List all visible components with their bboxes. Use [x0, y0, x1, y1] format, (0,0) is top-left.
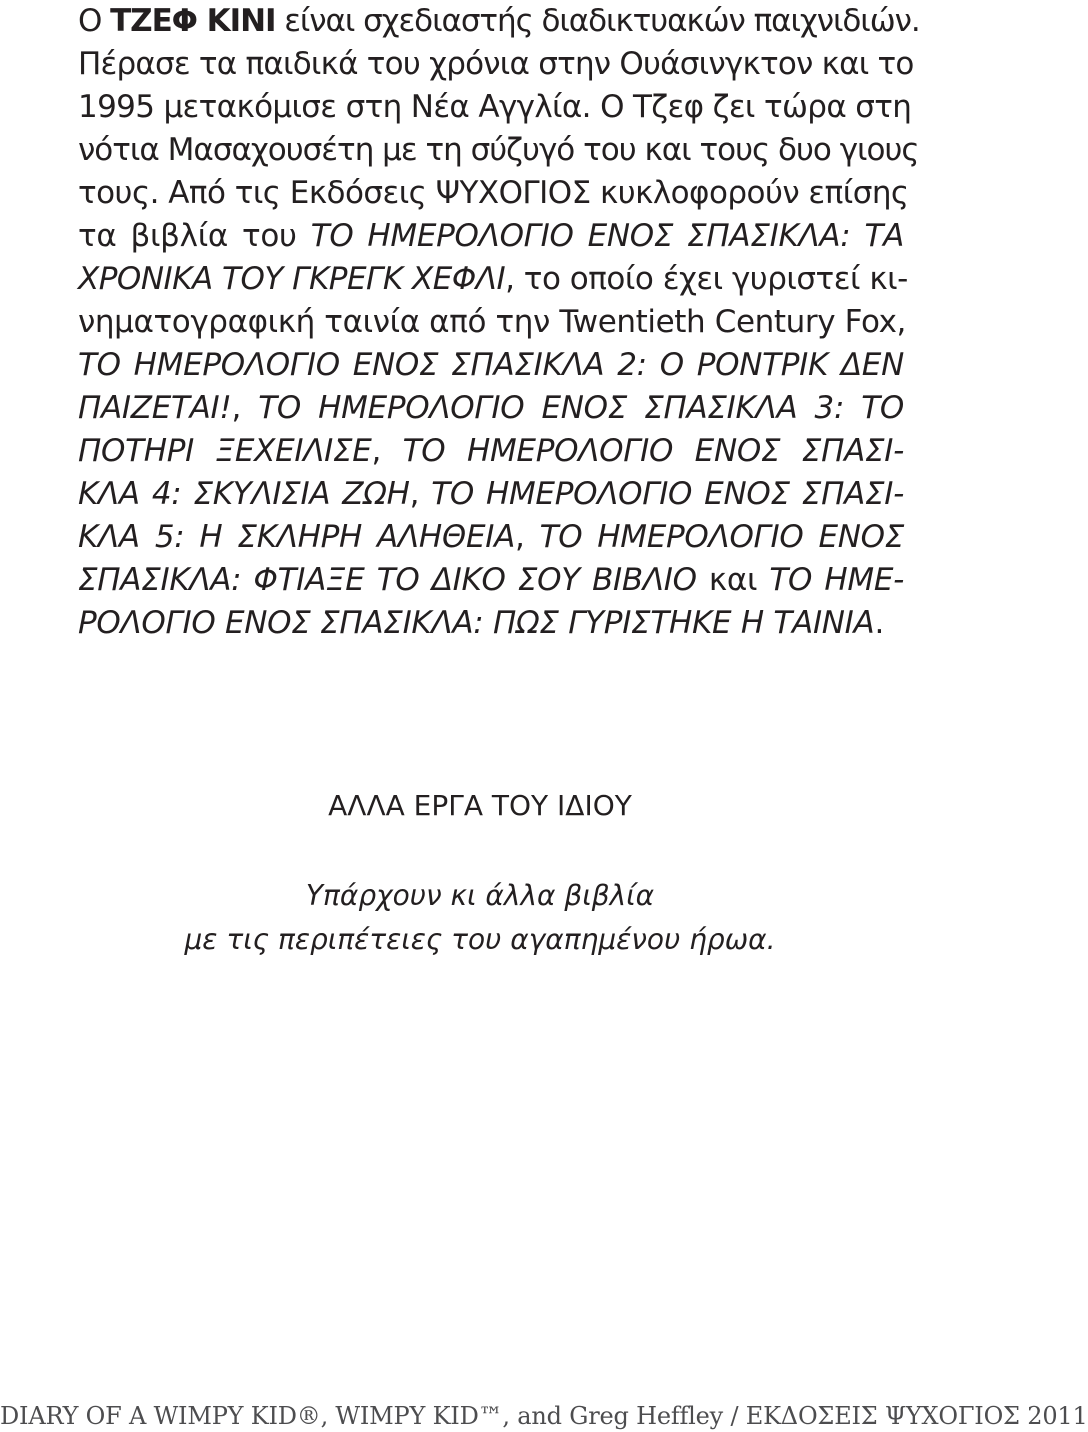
bio-text: τα βιβλία του: [78, 218, 311, 254]
book-title: ΤΟ ΗΜΕΡΟΛΟΓΙΟ ΕΝΟΣ ΣΠΑΣΙ-: [431, 476, 904, 512]
book-title: ΤΟ ΗΜΕΡΟΛΟΓΙΟ ΕΝΟΣ: [539, 519, 905, 555]
bio-line: [78, 516, 904, 559]
bio-line: [78, 86, 912, 129]
bio-text: τους. Από τις Εκδόσεις ΨΥΧΟΓΙΟΣ κυκλοφορούν επίσης: [78, 175, 909, 211]
promo-line-1: Υπάρχουν κι άλλα βιβλία: [305, 879, 655, 912]
bio-text: ,: [409, 476, 432, 512]
book-title: ΡΟΛΟΓΙΟ ΕΝΟΣ ΣΠΑΣΙΚΛΑ: ΠΩΣ ΓΥΡΙΣΤΗΚΕ Η ΤΑΙΝΙΑ: [78, 605, 875, 641]
bio-line: [78, 559, 904, 602]
bio-text: ,: [231, 390, 259, 426]
book-title: ΧΡΟΝΙΚΑ ΤΟΥ ΓΚΡΕΓΚ ΧΕΦΛΙ: [78, 261, 506, 297]
bio-line: [78, 0, 920, 43]
bio-text: νηματογραφική ταινία από την Twentieth Century Fox,: [78, 304, 906, 340]
bio-text: νότια Μασαχουσέτη με τη σύζυγό του και τους δυο γιους: [78, 132, 919, 168]
bio-text: Ο: [78, 3, 111, 39]
bio-line: [78, 129, 919, 172]
bio-line: [78, 387, 904, 430]
book-title: ΤΟ ΗΜΕΡΟΛΟΓΙΟ ΕΝΟΣ ΣΠΑΣΙΚΛΑ 3: ΤΟ: [258, 390, 905, 426]
book-title: ΤΟ ΗΜΕΡΟΛΟΓΙΟ ΕΝΟΣ ΣΠΑΣΙΚΛΑ 2: Ο ΡΟΝΤΡΙΚ ΔΕΝ: [78, 347, 904, 383]
bio-text: , το οποίο έχει γυριστεί κι-: [505, 261, 908, 297]
bio-line: [78, 344, 904, 387]
author-name: ΤΖΕΦ ΚΙΝΙ: [110, 3, 276, 39]
book-title: ΤΟ ΗΜΕΡΟΛΟΓΙΟ ΕΝΟΣ ΣΠΑΣΙΚΛΑ: ΤΑ: [310, 218, 904, 254]
promo-text: [0, 874, 960, 962]
bio-text: ,: [515, 519, 540, 555]
promo-line-2: με τις περιπέτειες του αγαπημένου ήρωα.: [184, 923, 776, 956]
book-title: ΣΠΑΣΙΚΛΑ: ΦΤΙΑΞΕ ΤΟ ΔΙΚΟ ΣΟΥ ΒΙΒΛΙΟ: [78, 562, 697, 598]
bio-line: [78, 602, 904, 645]
bio-text: ,: [371, 433, 403, 469]
bio-line: [78, 301, 904, 344]
bio-line: [78, 215, 904, 258]
bio-text: .: [874, 605, 884, 641]
book-title: ΠΟΤΗΡΙ ΞΕΧΕΙΛΙΣΕ: [78, 433, 372, 469]
book-title: ΤΟ ΗΜΕ-: [769, 562, 904, 598]
copyright-footer: DIARY OF A WIMPY KID®, WIMPY KID™, and Greg Heffley / ΕΚΔΟΣΕΙΣ ΨΥΧΟΓΙΟΣ 2011: [0, 1402, 1088, 1430]
book-title: ΠΑΙΖΕΤΑΙ!: [78, 390, 232, 426]
other-works-heading: ΑΛΛΑ ΕΡΓΑ ΤΟΥ ΙΔΙΟΥ: [328, 789, 632, 822]
bio-text: Πέρασε τα παιδικά του χρόνια στην Ουάσινγκτον και το: [78, 46, 914, 82]
author-bio: [78, 0, 920, 645]
bio-text: είναι σχεδιαστής διαδικτυακών παιχνιδιών.: [275, 3, 920, 39]
bio-text: και: [696, 562, 770, 598]
book-title: ΚΛΑ 4: ΣΚΥΛΙΣΙΑ ΖΩΗ: [78, 476, 410, 512]
bio-line: [78, 430, 904, 473]
book-title: ΤΟ ΗΜΕΡΟΛΟΓΙΟ ΕΝΟΣ ΣΠΑΣΙ-: [402, 433, 905, 469]
book-title: ΚΛΑ 5: Η ΣΚΛΗΡΗ ΑΛΗΘΕΙΑ: [78, 519, 515, 555]
bio-line: [78, 172, 909, 215]
bio-line: [78, 258, 908, 301]
bio-line: [78, 43, 914, 86]
bio-text: 1995 μετακόμισε στη Νέα Αγγλία. Ο Τζεφ ζει τώρα στη: [78, 89, 912, 125]
bio-line: [78, 473, 904, 516]
